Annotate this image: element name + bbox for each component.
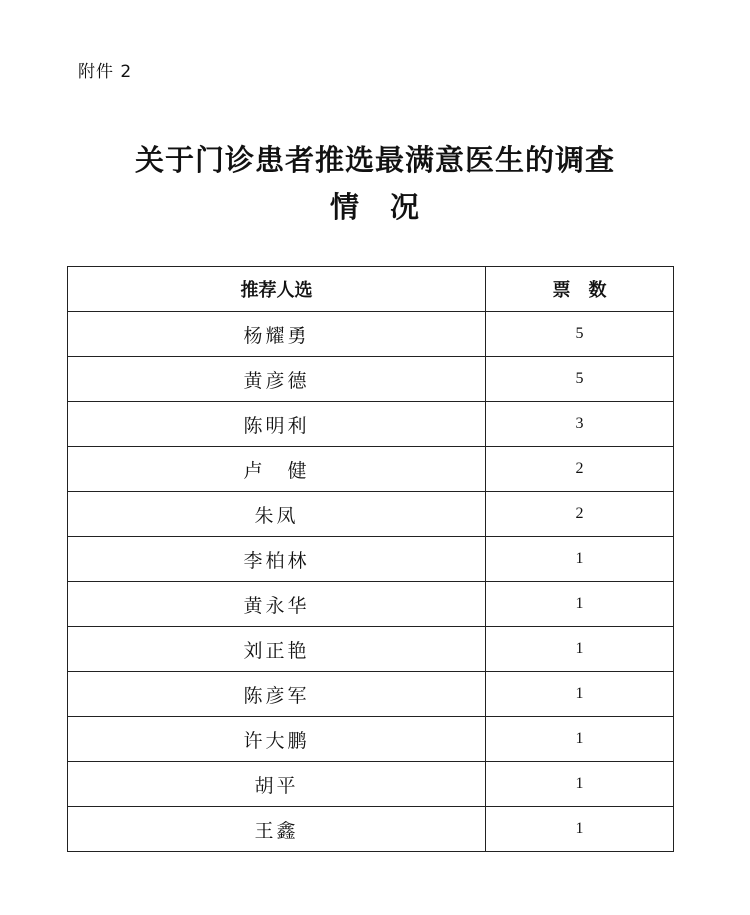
candidate-name: 刘正艳 [68,627,486,672]
vote-count: 5 [486,357,674,402]
vote-count: 2 [486,447,674,492]
table-row [68,402,674,447]
header-candidate: 推荐人选 [68,267,486,312]
vote-count: 2 [486,492,674,537]
vote-count: 1 [486,672,674,717]
table-row [68,357,674,402]
header-votes: 票 数 [486,267,674,312]
vote-count: 3 [486,402,674,447]
title-line2-char1: 情 [329,190,360,224]
attachment-label: 附件 2 [78,62,133,82]
votes-table [67,266,674,852]
table-row [68,447,674,492]
vote-count: 1 [486,807,674,852]
candidate-name: 朱凤 [68,492,486,537]
vote-count: 1 [486,762,674,807]
candidate-name: 陈明利 [68,402,486,447]
table-row [68,627,674,672]
table-row [68,492,674,537]
vote-count: 1 [486,537,674,582]
candidate-name: 陈彦军 [68,672,486,717]
candidate-name: 黄永华 [68,582,486,627]
candidate-name: 王鑫 [68,807,486,852]
vote-count: 5 [486,312,674,357]
table-row [68,582,674,627]
candidate-name: 许大鹏 [68,717,486,762]
candidate-name: 卢 健 [68,447,486,492]
table-header-row [68,267,674,312]
candidate-name: 李柏林 [68,537,486,582]
vote-count: 1 [486,717,674,762]
table-row [68,312,674,357]
document-title-line1: 关于门诊患者推选最满意医生的调查 [134,143,615,177]
candidate-name: 杨耀勇 [68,312,486,357]
vote-count: 1 [486,627,674,672]
vote-count: 1 [486,582,674,627]
candidate-name: 黄彦德 [68,357,486,402]
table-row [68,717,674,762]
table-row [68,762,674,807]
table-row [68,672,674,717]
document-title-line2 [0,185,750,226]
table-row [68,807,674,852]
table-row [68,537,674,582]
title-line2-char2: 况 [390,190,421,224]
candidate-name: 胡平 [68,762,486,807]
